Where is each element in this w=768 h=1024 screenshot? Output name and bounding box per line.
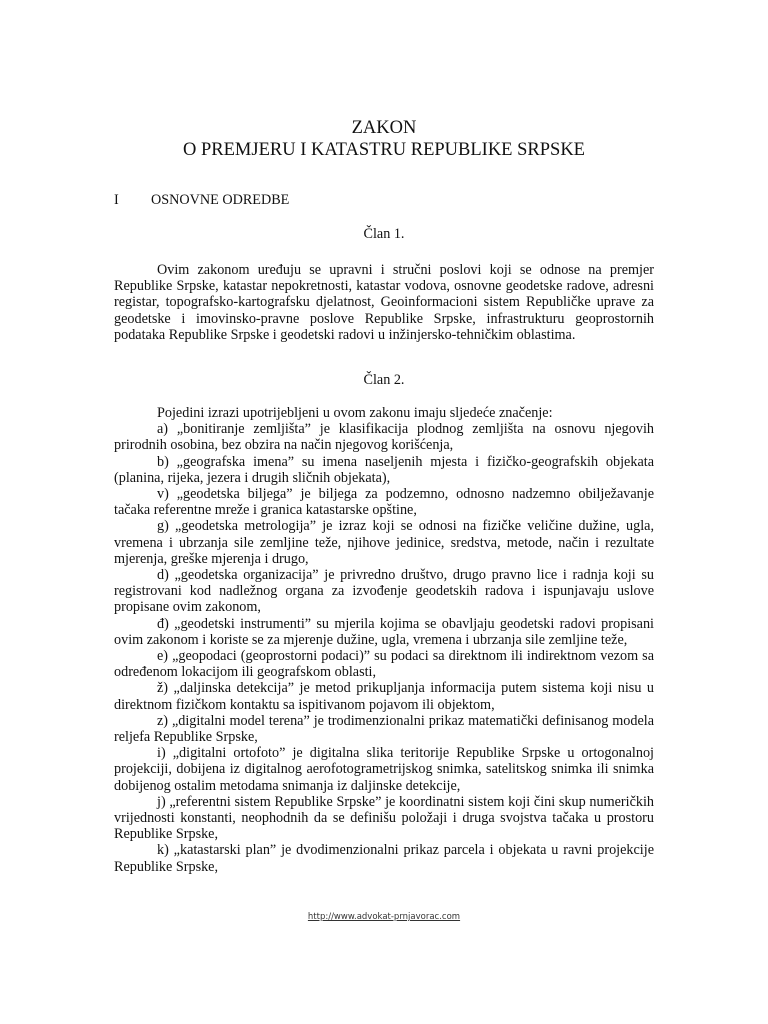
title-line-2: O PREMJERU I KATASTRU REPUBLIKE SRPSKE (183, 140, 585, 160)
definition-g: g) „geodetska metrologija” je izraz koji se odnosi na fizičke veličine dužine, ugla, vremena i ubrzanja sile zemljine teže, njihove jedinice, sredstva, metode, način i rezultate mjerenja, greške mjerenja i drugo, (114, 518, 654, 567)
article-1-heading: Član 1. (363, 226, 405, 242)
definition-zh: ž) „daljinska detekcija” je metod prikupljanja informacija putem sistema koji nisu u direktnom fizičkom kontaktu sa ispitivanom pojavom ili objektom, (114, 680, 654, 713)
title-line-1: ZAKON (351, 118, 417, 138)
definition-v: v) „geodetska biljega” je biljega za podzemno, odnosno nadzemno obilježavanje tačaka referentne mreže i granica katastarske opštine, (114, 486, 654, 519)
definition-d: d) „geodetska organizacija” je privredno društvo, drugo pravno lice i radnja koji su registrovani kod nadležnog organa za izvođenje geodetskih radova i ispunjavaju uslove propisane ovim zakonom, (114, 567, 654, 616)
article-2-body (114, 405, 654, 875)
section-heading (114, 192, 289, 209)
definition-e: e) „geopodaci (geoprostorni podaci)” su podaci sa direktnom ili indirektnom vezom sa određenom lokacijom ili geografskom oblasti, (114, 648, 654, 681)
footer-link[interactable]: http://www.advokat-prnjavorac.com (307, 912, 461, 922)
section-title: OSNOVNE ODREDBE (151, 192, 290, 208)
law-title (0, 117, 768, 161)
definition-dj: đ) „geodetski instrumenti” su mjerila kojima se obavljaju geodetski radovi propisani ovim zakonom i koriste se za mjerenje dužine, ugla, vremena i ubrzanja sile zemljine teže, (114, 615, 654, 648)
article-2-intro: Pojedini izrazi upotrijebljeni u ovom zakonu imaju sljedeće značenje: (157, 405, 553, 421)
definition-i: i) „digitalni ortofoto” je digitalna slika teritorije Republike Srpske u ortogonalnoj projekciji, dobijena iz digitalnog aerofotogrametrijskog snimka, satelitskog snimka ili snimka dobijenog ostalim metodama snimanja iz daljinske detekcije, (114, 745, 654, 794)
footer (0, 912, 768, 922)
article-1-body (114, 262, 654, 343)
definition-z: z) „digitalni model terena” je trodimenzionalni prikaz matematički definisanog modela reljefa Republike Srpske, (114, 712, 654, 746)
definition-k: k) „katastarski plan” je dvodimenzionalni prikaz parcela i objekata u ravni projekcije Republike Srpske, (114, 842, 654, 875)
article-1-paragraph: Ovim zakonom uređuju se upravni i stručni poslovi koji se odnose na premjer Republike Srpske, katastar nepokretnosti, katastar vodova, osnovne geodetske radove, adresni registar, topografsko-kartografsku djelatnost, Geoinformacioni sistem Republičke uprave za geodetske i imovinsko-pravne poslove Republike Srpske, infrastrukturu geoprostornih podataka Republike Srpske i geodetski radovi u inžinjersko-tehničkim oblastima. (114, 262, 654, 343)
definition-j: j) „referentni sistem Republike Srpske” je koordinatni sistem koji čini skup numeričkih vrijednosti konstanti, neophodnih da se definišu položaji i druga svojstva tačaka u prostoru Republike Srpske, (114, 793, 654, 843)
definition-b: b) „geografska imena” su imena naseljenih mjesta i fizičko-geografskih objekata (planina, rijeka, jezera i drugih sličnih objekata), (114, 453, 654, 486)
article-2-heading: Član 2. (363, 372, 405, 388)
section-number: I (114, 192, 119, 208)
definition-a: a) „bonitiranje zemljišta” je klasifikacija plodnog zemljišta na osnovu njegovih prirodnih osobina, bez obzira na način njegovog korišćenja, (114, 421, 654, 454)
